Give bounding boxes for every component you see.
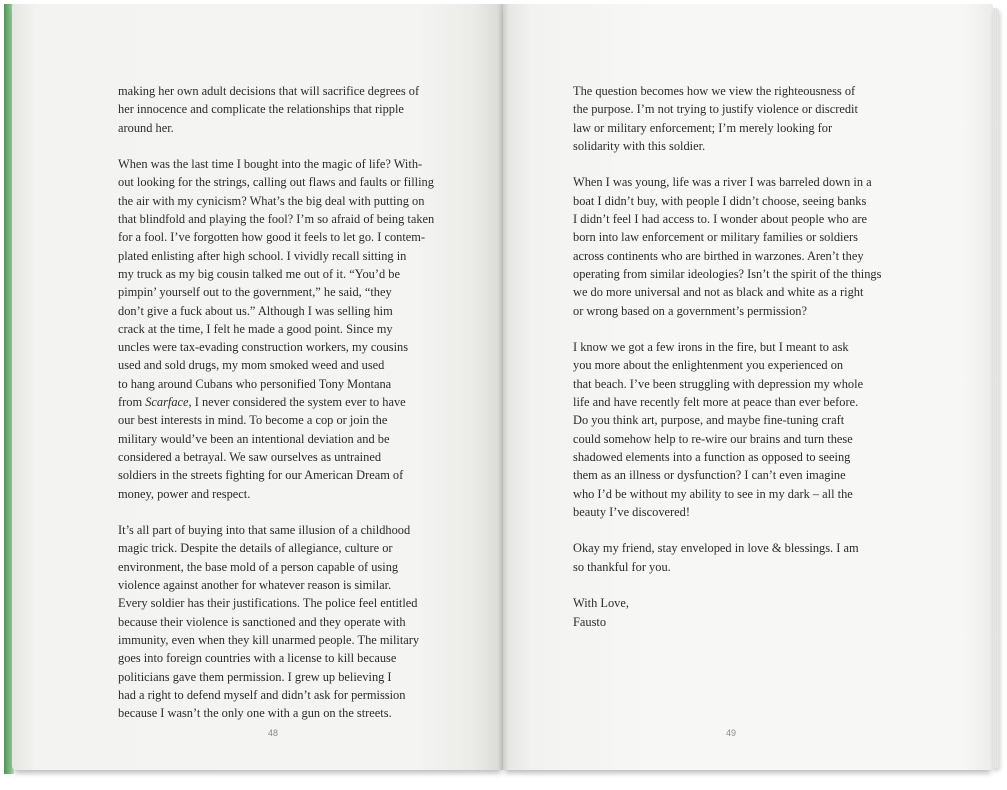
italic-title: Scarface xyxy=(145,395,189,410)
text-line: for a fool. I’ve forgotten how good it feels to let go. I contem- xyxy=(118,230,426,245)
text-line: pimpin’ yourself out to the government,” he said, “they xyxy=(118,285,392,300)
text-line: I didn’t feel I had access to. I wonder about people who are xyxy=(573,212,867,227)
text-segment: , I never considered the system ever to have xyxy=(188,395,406,410)
text-line: goes into foreign countries with a license to kill because xyxy=(118,651,397,666)
paragraph-gap xyxy=(573,320,881,338)
text-line-with-italic xyxy=(118,393,434,411)
right-page-body xyxy=(573,82,881,631)
text-line: used and sold drugs, my mom smoked weed and used xyxy=(118,358,385,373)
text-line: so thankful for you. xyxy=(573,559,671,574)
text-line: environment, the base mold of a person capable of using xyxy=(118,559,399,574)
text-line: money, power and respect. xyxy=(118,486,251,501)
text-line: my truck as my big cousin talked me out of it. “You’d be xyxy=(118,266,400,281)
text-line: plated enlisting after high school. I vividly recall sitting in xyxy=(118,248,407,263)
text-line: the purpose. I’m not trying to justify violence or discredit xyxy=(573,102,858,117)
text-line: born into law enforcement or military families or soldiers xyxy=(573,230,858,245)
left-page-body xyxy=(118,82,434,722)
text-line: out looking for the strings, calling out flaws and faults or filling xyxy=(118,175,434,190)
text-line: you more about the enlightenment you experienced on xyxy=(573,358,844,373)
text-line: military would’ve been an intentional deviation and be xyxy=(118,431,390,446)
text-line: them as an illness or dysfunction? I can’t even imagine xyxy=(573,468,846,483)
text-line: politicians gave them permission. I grew up believing I xyxy=(118,669,392,684)
text-line: we do more universal and not as black and white as a right xyxy=(573,285,864,300)
text-line: life and have recently felt more at peace than ever before. xyxy=(573,395,859,410)
text-line: considered a betrayal. We saw ourselves as untrained xyxy=(118,449,382,464)
text-line: crack at the time, I felt he made a good point. Since my xyxy=(118,321,393,336)
text-line: who I’d be without my ability to see in my dark – all the xyxy=(573,486,853,501)
text-line: shadowed elements into a function as opposed to seeing xyxy=(573,449,851,464)
text-line: When was the last time I bought into the magic of life? With- xyxy=(118,157,423,172)
text-line: the air with my cynicism? What’s the big deal with putting on xyxy=(118,193,425,208)
page-number: 48 xyxy=(268,728,279,738)
text-line: beauty I’ve discovered! xyxy=(573,504,690,519)
text-line: immunity, even when they kill unarmed people. The military xyxy=(118,632,420,647)
text-line: Okay my friend, stay enveloped in love & blessings. I am xyxy=(573,541,859,556)
paragraph-gap xyxy=(573,521,881,539)
text-line: When I was young, life was a river I was barreled down in a xyxy=(573,175,872,190)
text-line: don’t give a fuck about us.” Although I was selling him xyxy=(118,303,393,318)
left-page xyxy=(12,4,503,770)
text-line: that beach. I’ve been struggling with depression my whole xyxy=(573,376,864,391)
page-number: 49 xyxy=(726,728,737,738)
text-line: or wrong based on a government’s permission? xyxy=(573,303,807,318)
book-gutter-shadow xyxy=(497,4,509,770)
text-line: soldiers in the streets fighting for our American Dream of xyxy=(118,468,404,483)
text-line: that blindfold and playing the fool? I’m so afraid of being taken xyxy=(118,212,435,227)
text-line: solidarity with this soldier. xyxy=(573,138,706,153)
text-line: The question becomes how we view the righteousness of xyxy=(573,84,856,98)
text-segment: from xyxy=(118,395,146,410)
text-line: I know we got a few irons in the fire, but I meant to ask xyxy=(573,340,849,355)
text-line: magic trick. Despite the details of allegiance, culture or xyxy=(118,541,393,556)
text-line: uncles were tax-evading construction workers, my cousins xyxy=(118,340,409,355)
text-line: making her own adult decisions that will sacrifice degrees of xyxy=(118,84,420,98)
text-line: because their violence is sanctioned and they operate with xyxy=(118,614,406,629)
paragraph-gap xyxy=(118,503,434,521)
text-line: had a right to defend myself and didn’t ask for permission xyxy=(118,687,406,702)
text-line: Do you think art, purpose, and maybe fine-tuning craft xyxy=(573,413,845,428)
text-line: her innocence and complicate the relationships that ripple xyxy=(118,102,404,117)
paragraph-gap xyxy=(573,155,881,173)
right-page xyxy=(503,4,993,770)
text-line: law or military enforcement; I’m merely looking for xyxy=(573,120,833,135)
text-line: violence against another for whatever reason is similar. xyxy=(118,578,392,593)
text-line: could somehow help to re-wire our brains and turn these xyxy=(573,431,853,446)
signature-name: Fausto xyxy=(573,614,607,629)
paragraph-gap xyxy=(573,576,881,594)
paragraph-gap xyxy=(118,137,434,155)
page-edges xyxy=(993,8,999,768)
text-line: Every soldier has their justifications. The police feel entitled xyxy=(118,596,418,611)
text-line: around her. xyxy=(118,120,174,135)
closing-line: With Love, xyxy=(573,596,629,611)
text-line: to hang around Cubans who personified Tony Montana xyxy=(118,376,392,391)
text-line: boat I didn’t buy, with people I didn’t choose, seeing banks xyxy=(573,193,867,208)
text-line: our best interests in mind. To become a cop or join the xyxy=(118,413,388,428)
text-line: operating from similar ideologies? Isn’t the spirit of the things xyxy=(573,266,882,281)
text-line: across continents who are birthed in warzones. Aren’t they xyxy=(573,248,864,263)
text-line: because I wasn’t the only one with a gun on the streets. xyxy=(118,706,392,721)
text-line: It’s all part of buying into that same illusion of a childhood xyxy=(118,523,411,538)
